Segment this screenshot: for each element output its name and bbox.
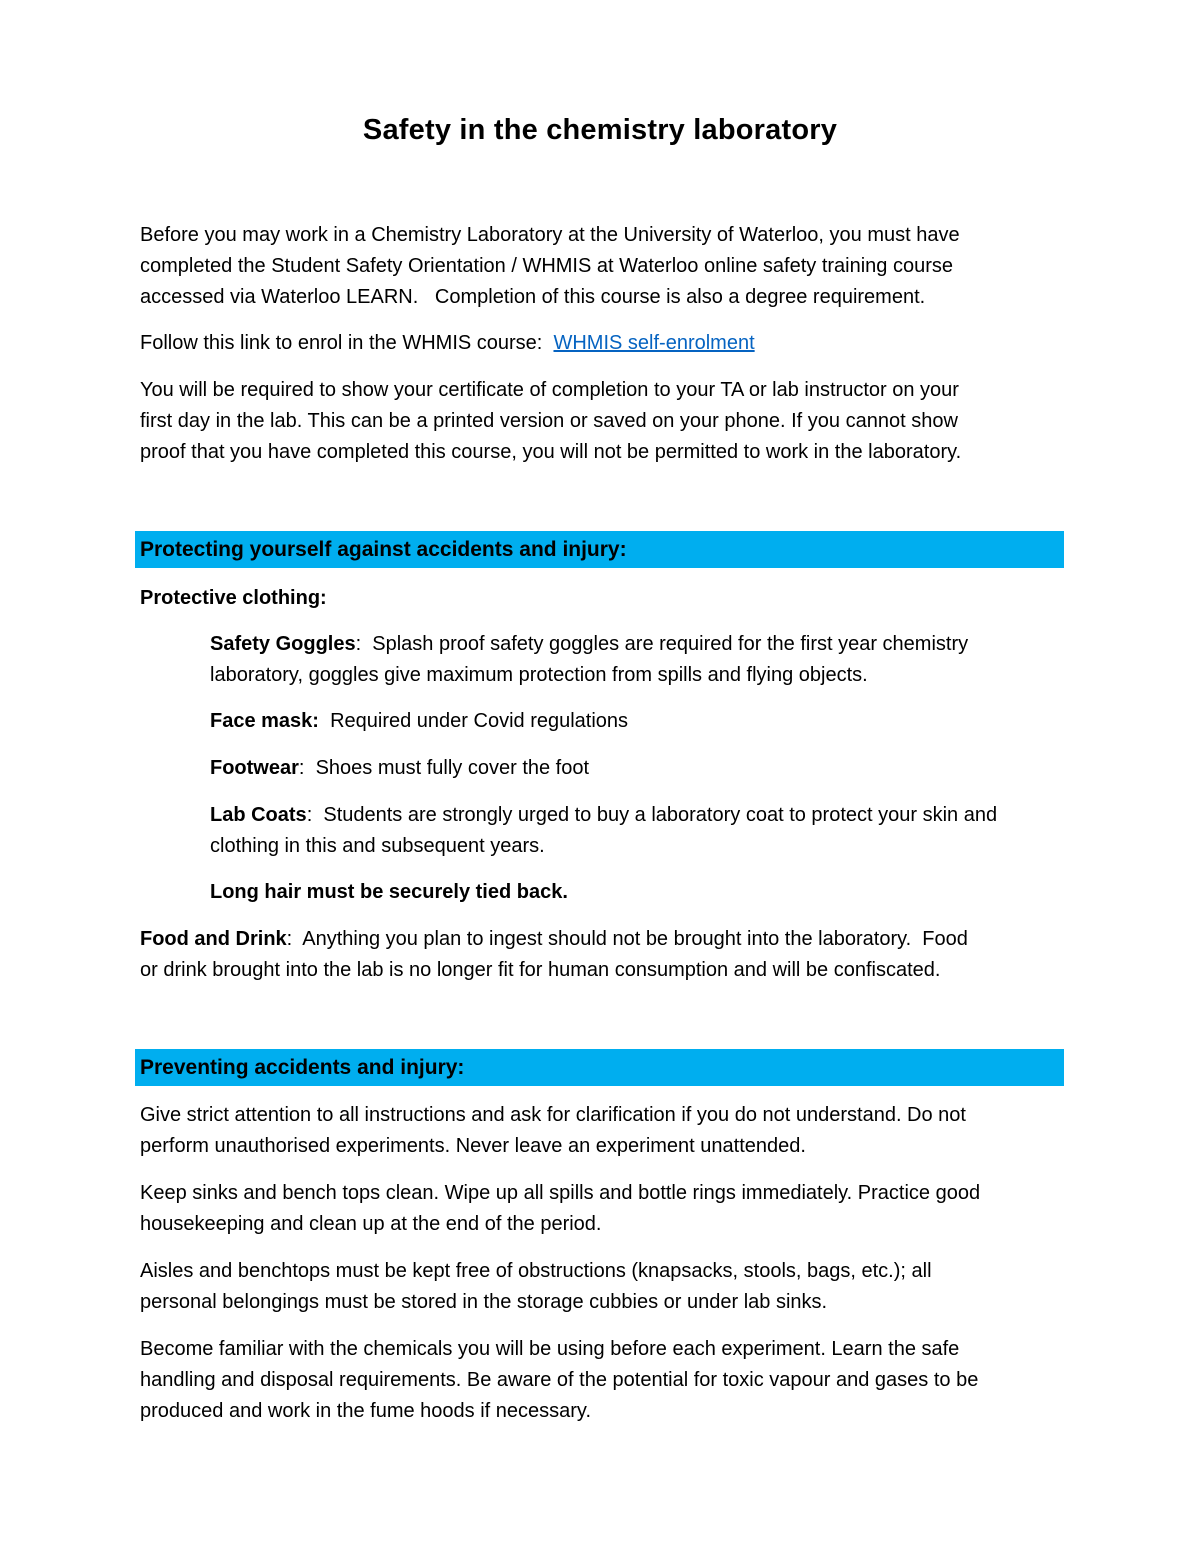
food-and-drink-label: Food and Drink	[140, 928, 287, 950]
text-line: first day in the lab. This can be a printed version or saved on your phone. If you cannot show	[140, 410, 958, 432]
lab-coats-item	[210, 800, 1065, 862]
intro-paragraph-1	[140, 220, 1065, 313]
text-line: Become familiar with the chemicals you will be using before each experiment. Learn the safe	[140, 1338, 960, 1360]
preventing-paragraph-4	[140, 1334, 1065, 1427]
text-line: housekeeping and clean up at the end of the period.	[140, 1213, 602, 1235]
enrol-text: Follow this link to enrol in the WHMIS course:	[140, 332, 554, 354]
text-line: completed the Student Safety Orientation / WHMIS at Waterloo online safety training course	[140, 255, 953, 277]
long-hair-item: Long hair must be securely tied back.	[210, 881, 568, 903]
food-and-drink-text: : Anything you plan to ingest should not be brought into the laboratory. Food	[286, 928, 968, 950]
whmis-self-enrolment-link[interactable]: WHMIS self-enrolment	[553, 332, 755, 354]
text-line: Keep sinks and bench tops clean. Wipe up all spills and bottle rings immediately. Practice good	[140, 1182, 981, 1204]
text-line: personal belongings must be stored in the storage cubbies or under lab sinks.	[140, 1291, 828, 1313]
safety-goggles-text: : Splash proof safety goggles are required for the first year chemistry	[355, 633, 969, 655]
text-line: perform unauthorised experiments. Never leave an experiment unattended.	[140, 1135, 806, 1157]
intro-paragraph-3	[140, 375, 1065, 468]
text-line: accessed via Waterloo LEARN. Completion of this course is also a degree requirement.	[140, 286, 926, 308]
preventing-paragraph-3	[140, 1256, 1065, 1318]
face-mask-text: Required under Covid regulations	[318, 710, 629, 732]
text-line: proof that you have completed this course, you will not be permitted to work in the laboratory.	[140, 441, 962, 463]
preventing-paragraph-1	[140, 1100, 1065, 1162]
text-line: Before you may work in a Chemistry Laboratory at the University of Waterloo, you must have	[140, 224, 960, 246]
footwear-text: : Shoes must fully cover the foot	[298, 757, 590, 779]
section-heading-protecting: Protecting yourself against accidents and injury:	[135, 531, 1064, 568]
footwear-label: Footwear	[210, 757, 299, 779]
text-line: laboratory, goggles give maximum protection from spills and flying objects.	[210, 664, 868, 686]
lab-coats-label: Lab Coats	[210, 804, 307, 826]
lab-coats-text: : Students are strongly urged to buy a laboratory coat to protect your skin and	[306, 804, 998, 826]
text-line: or drink brought into the lab is no longer fit for human consumption and will be confiscated.	[140, 959, 941, 981]
intro-paragraph-2	[140, 328, 1065, 359]
food-and-drink-item	[140, 924, 1065, 986]
safety-goggles-label: Safety Goggles	[210, 633, 356, 655]
protective-clothing-subheading: Protective clothing:	[140, 587, 327, 609]
safety-goggles-item	[210, 629, 1065, 691]
text-line: handling and disposal requirements. Be aware of the potential for toxic vapour and gases to be	[140, 1369, 979, 1391]
text-line: Aisles and benchtops must be kept free of obstructions (knapsacks, stools, bags, etc.); all	[140, 1260, 932, 1282]
section-heading-preventing: Preventing accidents and injury:	[135, 1049, 1064, 1086]
footwear-item	[210, 753, 1065, 784]
face-mask-item	[210, 706, 1065, 737]
text-line: You will be required to show your certificate of completion to your TA or lab instructor on your	[140, 379, 959, 401]
text-line: clothing in this and subsequent years.	[210, 835, 545, 857]
text-line: Give strict attention to all instructions and ask for clarification if you do not understand. Do not	[140, 1104, 966, 1126]
page-title: Safety in the chemistry laboratory	[362, 114, 838, 146]
face-mask-label: Face mask:	[210, 710, 319, 732]
preventing-paragraph-2	[140, 1178, 1065, 1240]
text-line: produced and work in the fume hoods if necessary.	[140, 1400, 591, 1422]
